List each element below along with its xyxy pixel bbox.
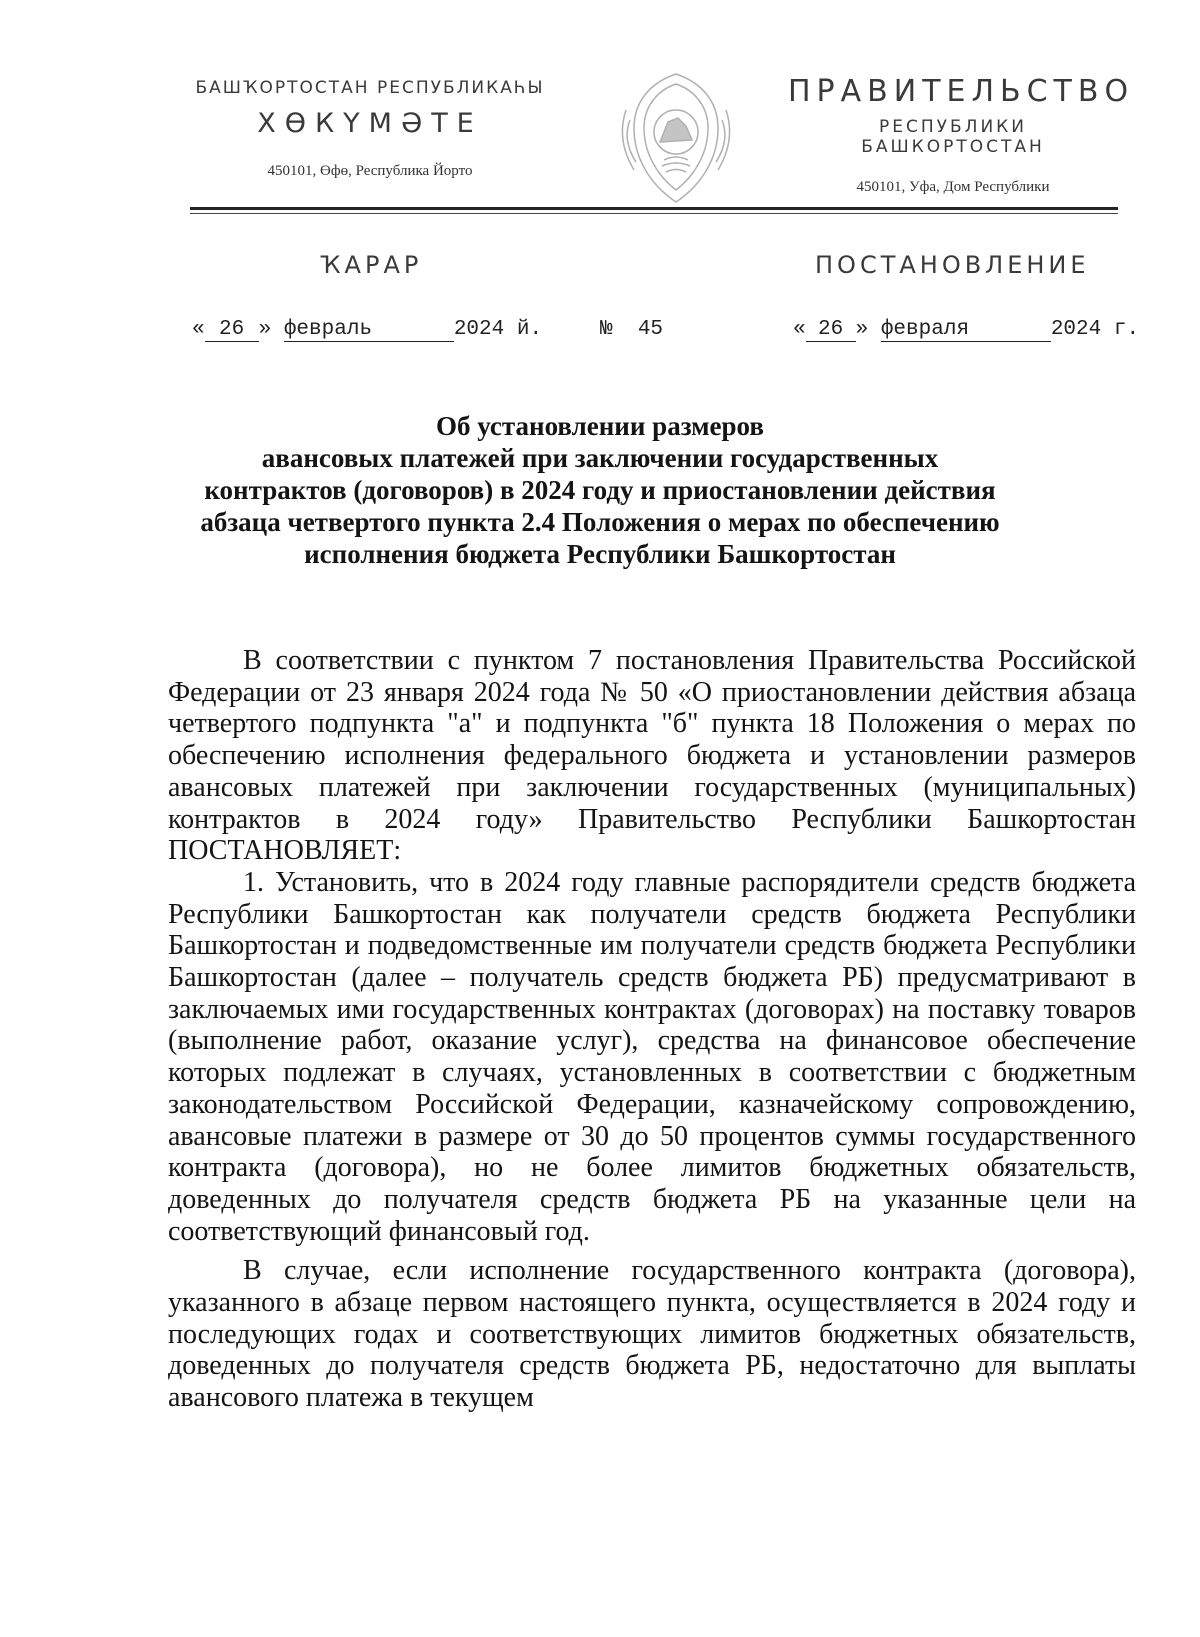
header-right-address: 450101, Уфа, Дом Республики xyxy=(856,179,1050,195)
header-left-address: 450101, Өфө, Республика Йорто xyxy=(267,163,473,179)
title-line: исполнения бюджета Республики Башкортостан xyxy=(304,539,896,569)
date-right-year: 2024 xyxy=(1050,318,1102,341)
document-number xyxy=(600,318,663,341)
header-right-line1: ПРАВИТЕЛЬСТВО xyxy=(788,74,1135,109)
header-right xyxy=(788,74,1135,196)
body-paragraph-item-1: 1. Установить, что в 2024 году главные распорядители средств бюджета Республики Башкортостан как получатели средств бюджета Республики Башкортостан и подведомственные им получатели средств бюджета Республики Башкортостан (далее – получатель средств бюджета РБ) предусматривают в заключаемых ими государственных контрактах (договорах) на поставку товаров (выполнение работ, оказание услуг), средства на финансовое обеспечение которых подлежат в случаях, установленных в соответствии с бюджетным законодательством Российской Федерации, казначейскому сопровождению, авансовые платежи в размере от 30 до 50 процентов суммы государственного контракта (договора), но не более лимитов бюджетных обязательств, доведенных до получателя средств бюджета РБ на указанные цели на соответствующий финансовый год. xyxy=(168,866,1136,1247)
doc-type-bashkir: ҠАРАР xyxy=(320,251,423,279)
date-right-suffix: г. xyxy=(1113,318,1140,341)
body-paragraph-item-1-continued: В случае, если исполнение государственного контракта (договора), указанного в абзаце первом настоящего пункта, осуществляется в 2024 году и последующих годах и соответствующих лимитов бюджетных обязательств, доведенных до получателя средств бюджета РБ, недостаточно для выплаты авансового платежа в текущем xyxy=(168,1255,1136,1414)
number-sign: № xyxy=(600,318,613,341)
title-line: Об установлении размеров xyxy=(436,411,764,441)
title-line: контрактов (договоров) в 2024 году и приостановлении действия xyxy=(204,475,996,505)
title-line: авансовых платежей при заключении государственных xyxy=(261,443,939,473)
date-left-open-quote: « xyxy=(192,318,205,341)
date-right xyxy=(793,318,1139,342)
body-paragraph-preamble: В соответствии с пунктом 7 постановления Правительства Российской Федерации от 23 января 2024 года № 50 «О приостановлении действия абзаца четвертого подпункта "а" и подпункта "б" пункта 18 Положения о мерах по обеспечению исполнения федерального бюджета и установлении размеров авансовых платежей при заключении государственных (муниципальных) контрактов в 2024 году» Правительство Республики Башкортостан ПОСТАНОВЛЯЕТ: xyxy=(168,645,1136,867)
date-left-year: 2024 xyxy=(453,318,505,341)
title-line: абзаца четвертого пункта 2.4 Положения о мерах по обеспечению xyxy=(200,507,1000,537)
header-left-line1: БАШҠОРТОСТАН РЕСПУБЛИКАҺЫ xyxy=(195,78,545,98)
date-right-close-quote: » xyxy=(855,318,869,341)
header-divider-thick xyxy=(190,207,1118,210)
document-title xyxy=(150,410,1050,570)
document-body xyxy=(168,645,1136,1414)
header-right-line2: РЕСПУБЛИКИ БАШКОРТОСТАН xyxy=(861,117,1045,157)
date-left-close-quote: » xyxy=(258,318,272,341)
date-left-suffix: й. xyxy=(516,318,543,341)
doc-type-russian: ПОСТАНОВЛЕНИЕ xyxy=(815,251,1090,279)
date-right-day: 26 xyxy=(806,318,856,342)
date-left xyxy=(192,318,542,342)
header-left-line2: ХӨКҮМӘТЕ xyxy=(257,108,483,139)
date-right-open-quote: « xyxy=(793,318,806,341)
coat-of-arms-emblem xyxy=(612,70,740,210)
date-left-day: 26 xyxy=(205,318,259,342)
date-left-month: февраль xyxy=(284,318,454,342)
header-left xyxy=(190,78,550,180)
header-divider-thin xyxy=(190,213,1118,214)
date-right-month: февраля xyxy=(881,318,1051,342)
number-value: 45 xyxy=(637,318,664,341)
